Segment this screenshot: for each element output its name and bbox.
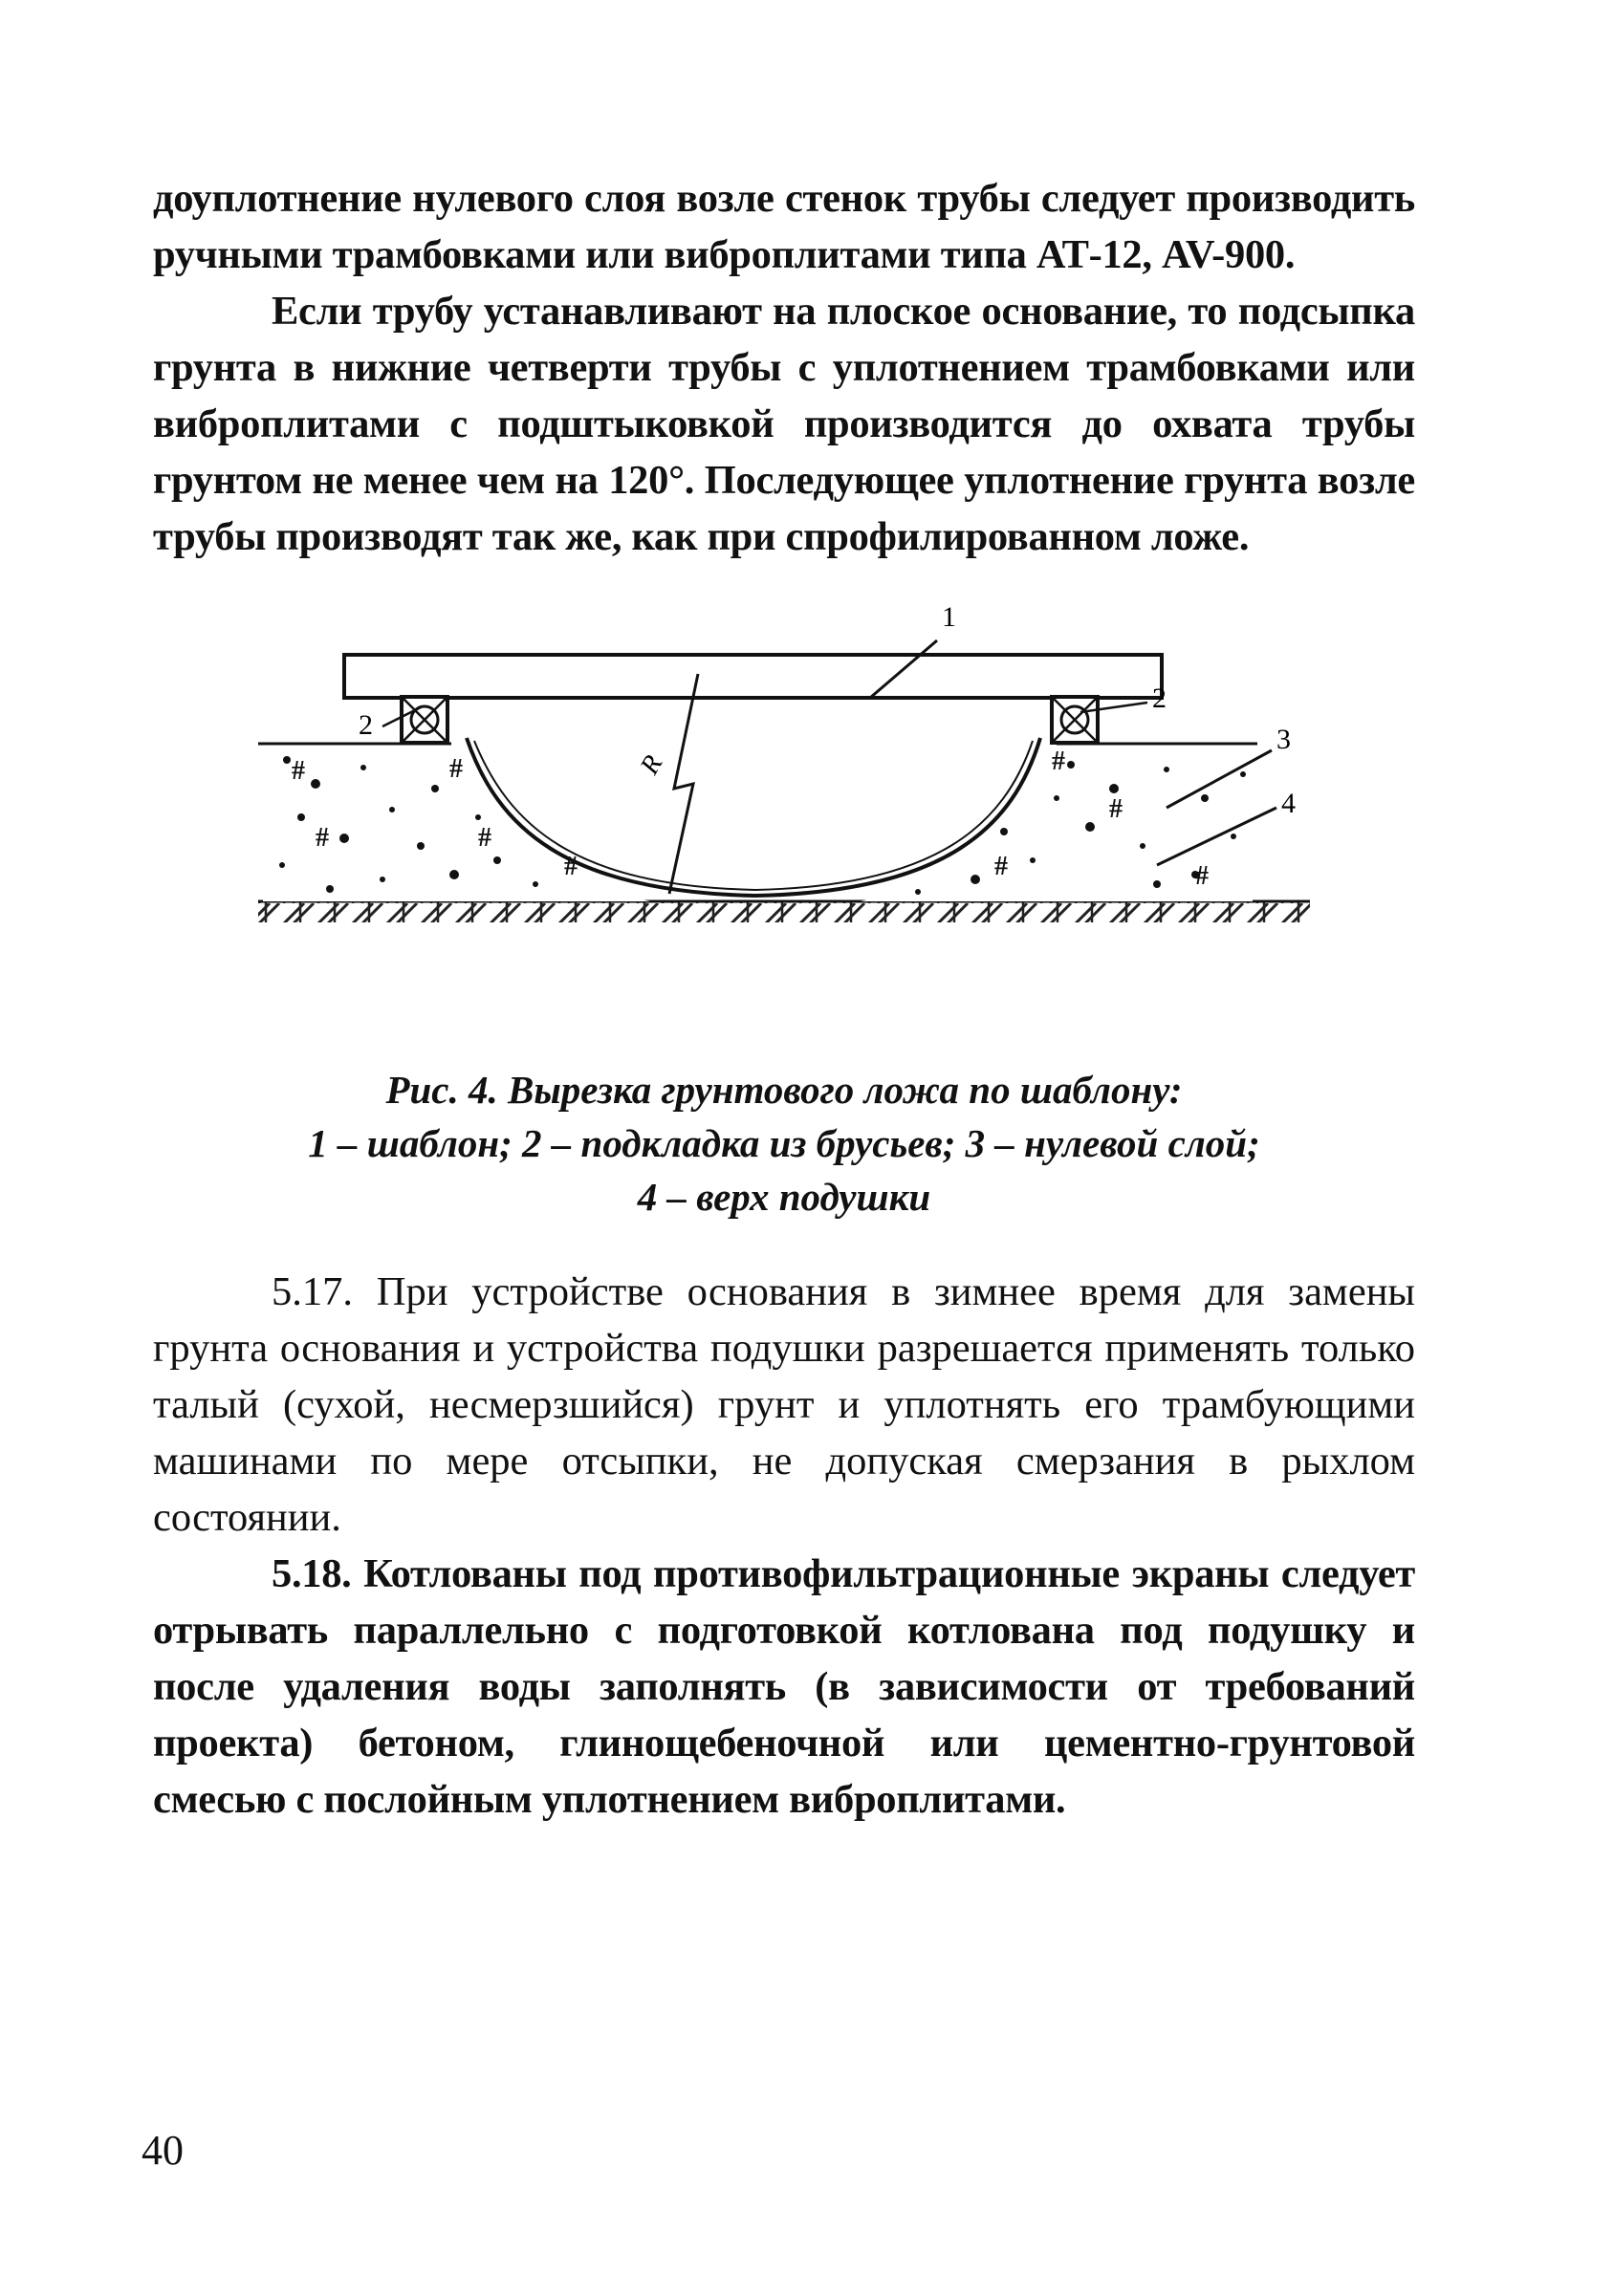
svg-text:#: # [1052,747,1065,776]
svg-text:#: # [1195,861,1209,891]
svg-text:#: # [292,756,305,786]
svg-text:#: # [994,852,1008,881]
paragraph-5-18: 5.18. Котлованы под противофильтрационные экраны следует отрывать параллельно с подготовкой котлована под подушку и после удаления воды заполнять (в зависимости от требований проекта) бетоном, глинощебеночной или цементно-грунтовой смесью с послойным уплотнением виброплитами. [153,1551,1415,1822]
figure-caption [153,1063,1415,1224]
paragraph-flat-base: Если трубу устанавливают на плоское основание, то подсыпка грунта в нижние четверти трубы с уплотнением трамбовками или виброплитами с подштыковкой производится до охвата трубы грунтом не менее чем на 120°. Последующее уплотнение грунта возле трубы производят так же, как при спрофилированном ложе. [153,289,1415,559]
paragraph-continuation: доуплотнение нулевого слоя возле стенок трубы следует производить ручными трамбовками или виброплитами типа АТ-12, AV-900. [153,176,1415,277]
label-pad-right: 2 [1152,682,1167,714]
label-pad-left: 2 [359,709,373,741]
radius-indicator [669,674,698,894]
label-zero-layer: 3 [1276,724,1291,755]
svg-text:#: # [478,823,491,853]
label-cushion: 4 [1281,788,1296,819]
paragraph-5-17: 5.17. При устройстве основания в зимнее время для замены грунта основания и устройства подушки разрешается применять только талый (сухой, несмерзшийся) грунт и уплотнять его трамбующими машинами по мере отсыпки, не допуская смерзания в рыхлом состоянии. [153,1269,1415,1540]
template-board [344,655,1162,698]
label-radius: R [634,750,669,780]
figure-template-trench [249,588,1310,942]
caption-line-1: Рис. 4. Вырезка грунтового ложа по шаблону: [385,1068,1183,1112]
timber-pad-left [402,697,447,743]
label-template: 1 [942,601,956,633]
text-block-bottom [153,1264,1415,1828]
timber-pad-right [1052,697,1098,743]
page-number: 40 [142,2127,184,2174]
svg-text:#: # [449,754,463,784]
svg-text:#: # [316,823,329,853]
caption-line-2: 1 – шаблон; 2 – подкладка из брусьев; 3 – нулевой слой; [308,1121,1260,1165]
ground-base-hatch [258,901,1310,922]
caption-line-3: 4 – верх подушки [637,1175,931,1219]
text-block-top [153,170,1415,565]
svg-text:#: # [1109,794,1123,824]
svg-text:#: # [564,852,578,881]
